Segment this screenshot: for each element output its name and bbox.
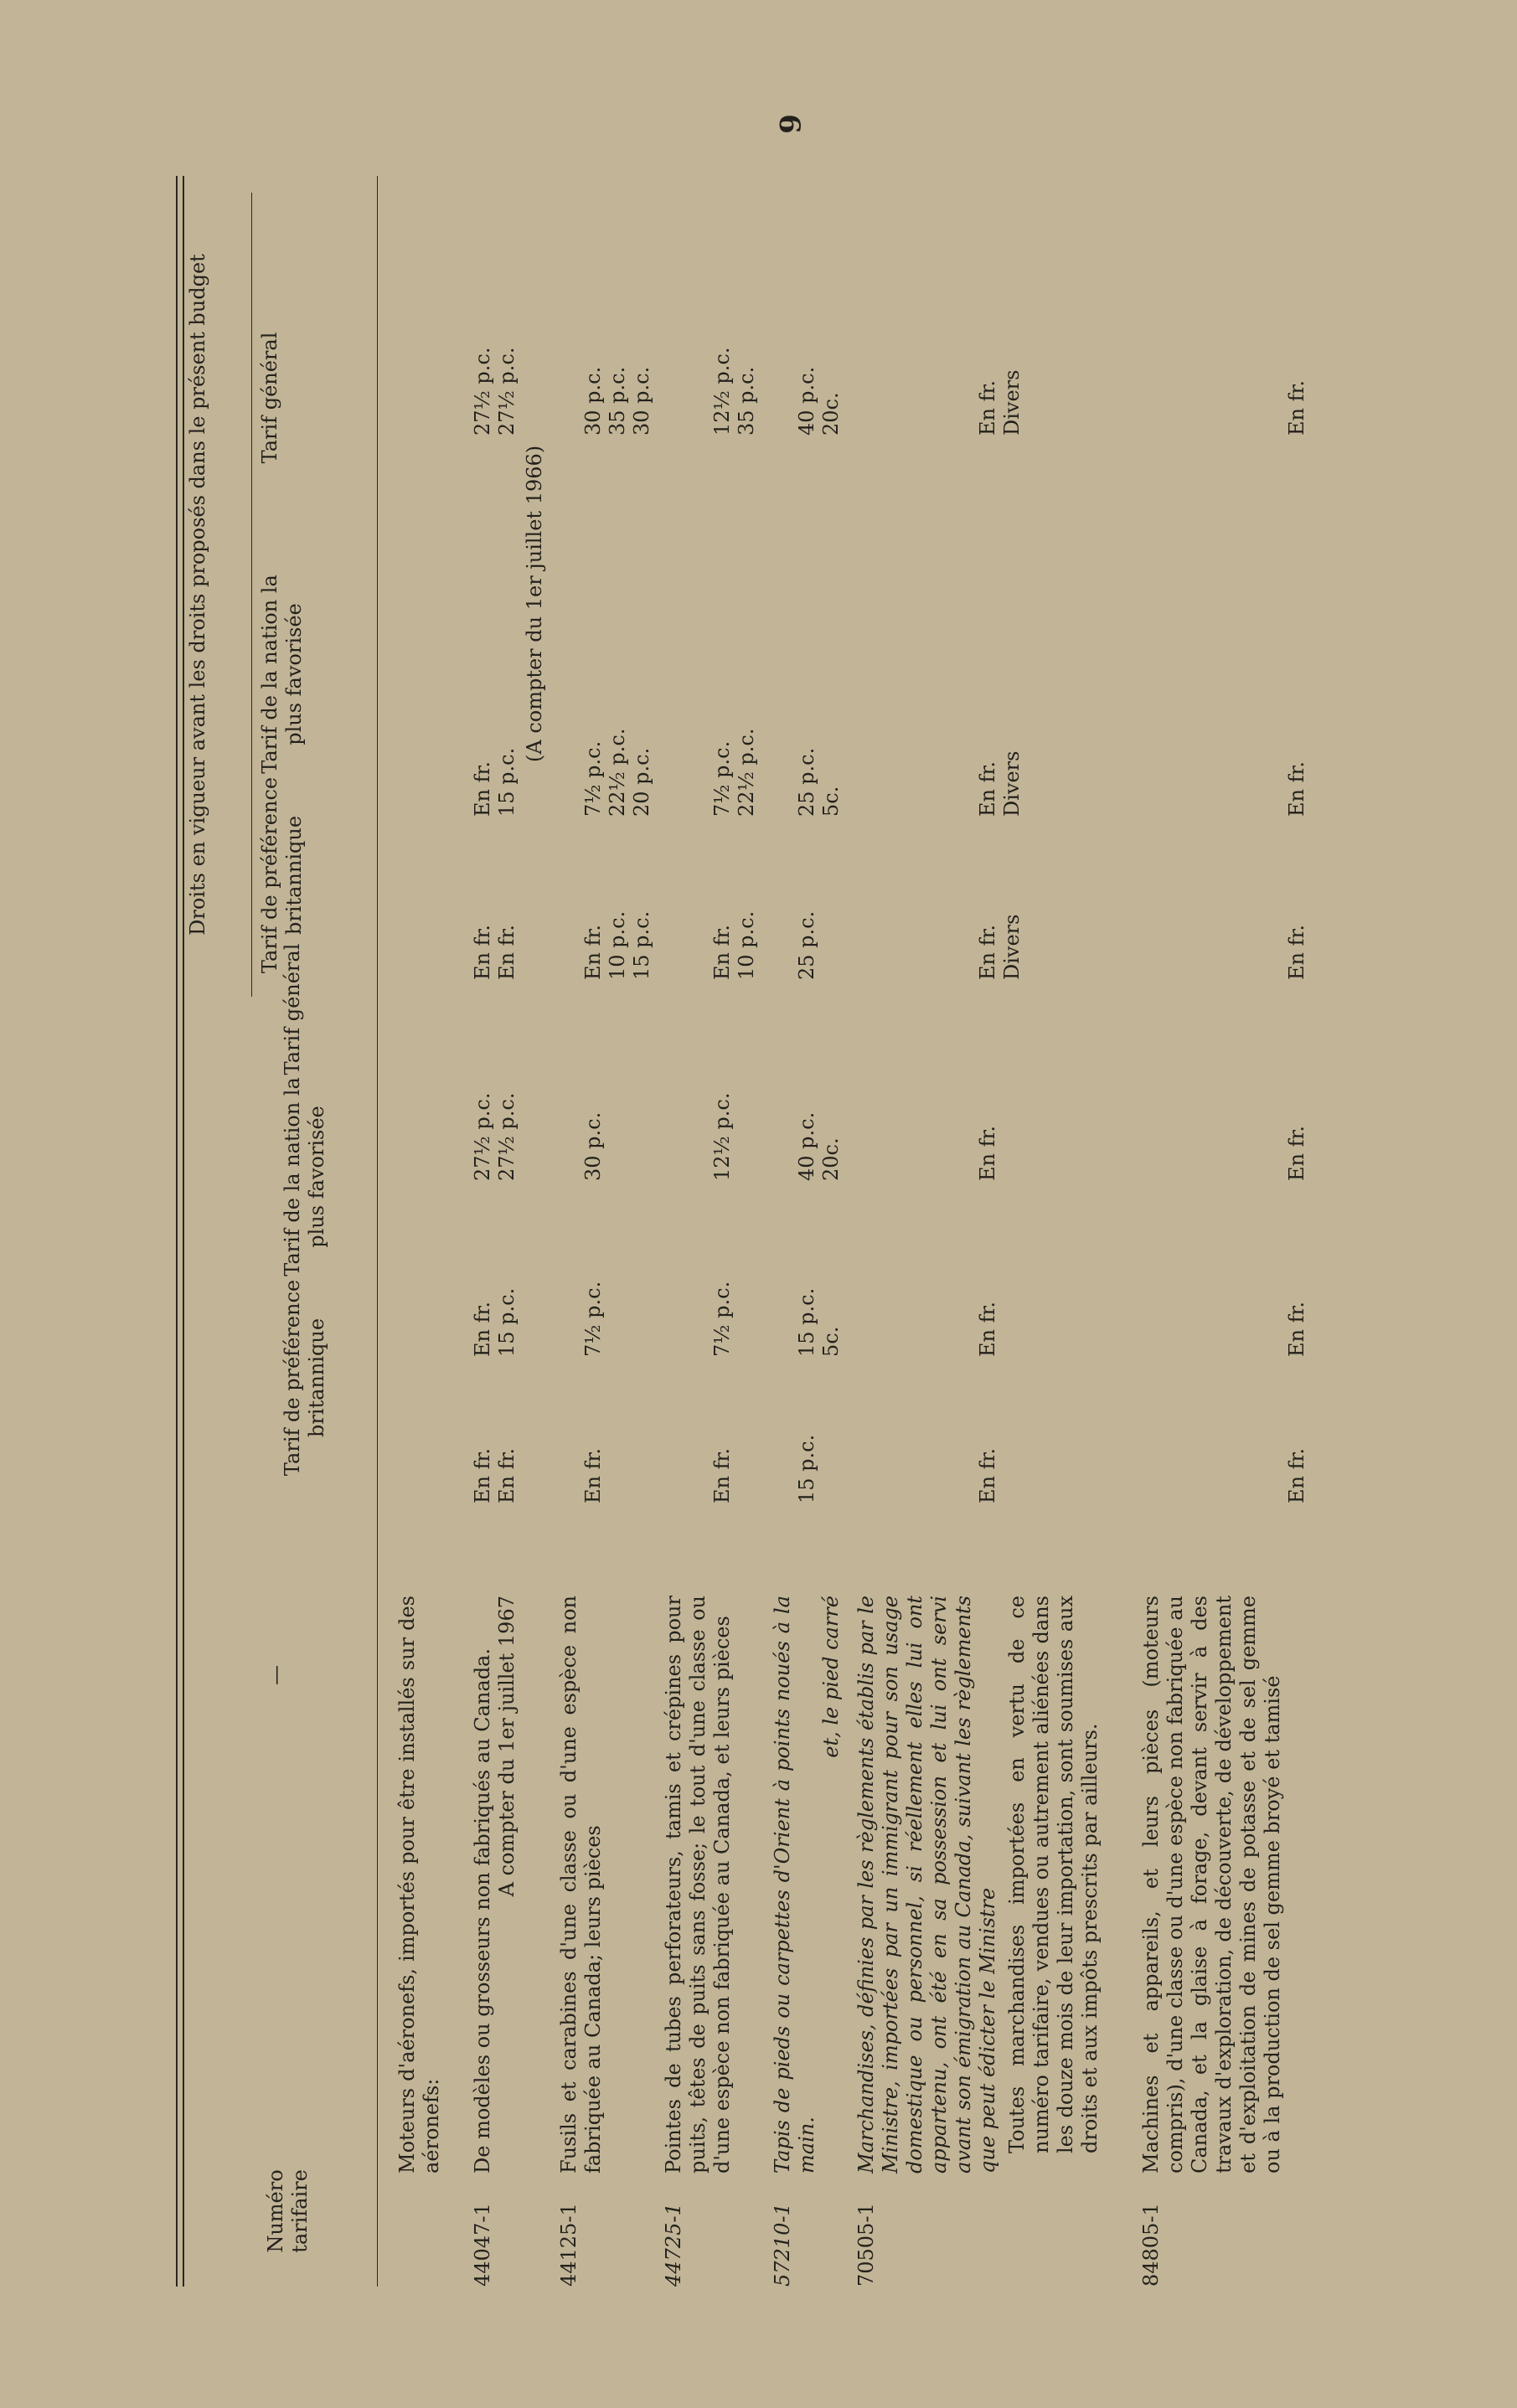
value-cell: En fr. [976, 925, 999, 980]
value-cell: En fr. [1285, 925, 1308, 980]
value-cell: 5c. [819, 1326, 843, 1357]
value-cell: 12½ p.c. [710, 1092, 734, 1181]
value-cell: 10 p.c. [606, 910, 629, 980]
value-cell: 7½ p.c. [710, 1281, 734, 1357]
value-cell: Divers [1000, 914, 1024, 980]
page-number: 6 [771, 114, 806, 134]
value-cell: 30 p.c. [581, 1111, 605, 1181]
value-cell: 27½ p.c. [495, 347, 519, 436]
value-cell: 15 p.c. [795, 1287, 818, 1357]
value-cell: En fr. [1285, 1126, 1308, 1181]
tariff-table [176, 176, 1483, 2287]
row-description: Fusils et carabines d'une classe ou d'une espèce non fabriquée au Canada; leurs pièces [557, 1596, 605, 2173]
row-description [854, 1596, 1102, 2173]
header-col-5: Tarif de la nation la plus favorisée [258, 575, 306, 774]
tariff-number: 44725-1 [662, 2203, 685, 2287]
value-cell: 7½ p.c. [581, 740, 605, 817]
value-cell: En fr. [976, 380, 999, 436]
value-cell: 40 p.c. [795, 366, 818, 436]
value-cell: En fr. [1285, 1302, 1308, 1357]
value-cell: 40 p.c. [795, 1111, 818, 1181]
header-rule [377, 176, 378, 2287]
value-cell: En fr. [976, 1302, 999, 1357]
value-cell: En fr. [471, 925, 494, 980]
value-cell: 35 p.c. [606, 366, 629, 436]
value-cell: En fr. [471, 1448, 494, 1503]
value-cell: 20 p.c. [630, 747, 653, 817]
value-cell: En fr. [976, 1448, 999, 1503]
value-cell: 25 p.c. [795, 910, 818, 980]
value-cell: 22½ p.c. [735, 728, 758, 817]
value-cell: 35 p.c. [735, 366, 758, 436]
value-cell: En fr. [581, 925, 605, 980]
row-desc-text-2: et, le pied carré [819, 1596, 843, 1758]
row-description [771, 1596, 844, 2173]
value-cell: 20c. [819, 1137, 843, 1181]
tariff-number: 57210-1 [771, 2203, 794, 2287]
value-cell: 27½ p.c. [471, 1092, 494, 1181]
header-description: — [264, 1665, 287, 1685]
tariff-number: 44047-1 [471, 2203, 494, 2287]
value-cell: En fr. [1285, 761, 1308, 817]
value-cell: En fr. [581, 1448, 605, 1503]
header-col-6: Tarif général [258, 332, 281, 464]
value-cell: En fr. [495, 1448, 519, 1503]
value-cell: 7½ p.c. [581, 1281, 605, 1357]
value-cell: En fr. [1285, 1448, 1308, 1503]
row-desc-text-2: Toutes marchandises importées en vertu de ce numéro tarifaire, vendues ou autrement aliénées dans les douze mois de leur importation, sont soumises aux droits et aux impôts prescrits par ailleurs. [1005, 1596, 1102, 2153]
row-desc-text-2: A compter du 1er juillet 1967 [495, 1596, 519, 1897]
value-cell: 30 p.c. [630, 366, 653, 436]
value-cell: 15 p.c. [795, 1434, 818, 1503]
header-col-4: Tarif de préférence britannique [258, 776, 306, 974]
header-col-3: Tarif général [281, 943, 304, 1075]
value-cell: 15 p.c. [495, 1287, 519, 1357]
value-cell: En fr. [976, 1126, 999, 1181]
value-cell: 30 p.c. [581, 366, 605, 436]
value-cell: 22½ p.c. [606, 728, 629, 817]
top-rule [176, 176, 178, 2287]
row-desc-text: Tapis de pieds ou carpettes d'Orient à points noués à la main. [771, 1596, 818, 2173]
value-cell: En fr. [710, 1448, 734, 1503]
top-rule-double [183, 176, 184, 2287]
intro-text: Moteurs d'aéronefs, importés pour être installés sur des aéronefs: [395, 1596, 443, 2173]
tariff-number: 84805-1 [1139, 2203, 1163, 2287]
header-col-1: Tarif de préférence britannique [281, 1279, 328, 1477]
value-cell: 7½ p.c. [710, 740, 734, 817]
tariff-number: 70505-1 [854, 2203, 878, 2287]
row-description: Pointes de tubes perforateurs, tamis et crépines pour puits, têtes de puits sans fosse; le tout d'une classe ou d'une espèce non fabriquée au Canada, et leurs pièces [662, 1596, 734, 2173]
header-group-title: Droits en vigueur avant les droits proposés dans le présent budget [186, 254, 209, 936]
date-note: (A compter du 1er juillet 1966) [523, 445, 546, 762]
value-cell: 20c. [819, 392, 843, 436]
row-desc-text: Marchandises, définies par les règlements établis par le Ministre, importées par un immigrant pour son usage domestique ou personnel, si réellement elles lui ont appartenu, ont été en sa possession et lui ont servi avant son émigration au Canada, suivant les règlements que peut édicter le Ministre [854, 1596, 999, 2173]
value-cell: En fr. [495, 925, 519, 980]
row-desc-text: De modèles ou grosseurs non fabriqués au Canada. [471, 1648, 494, 2173]
value-cell: 15 p.c. [495, 747, 519, 817]
value-cell: 27½ p.c. [495, 1092, 519, 1181]
value-cell: En fr. [976, 761, 999, 817]
value-cell: 15 p.c. [630, 910, 653, 980]
value-cell: En fr. [471, 761, 494, 817]
row-description [471, 1596, 519, 2173]
value-cell: En fr. [1285, 380, 1308, 436]
row-description: Machines et appareils, et leurs pièces (moteurs compris), d'une classe ou d'une espèce non fabriquée au Canada, et la glaise à forage, devant servir à des travaux d'exploration, de découverte, de développement et d'exploitation de mines de potasse et de sel gemme ou à la production de sel gemme broyé et tamisé [1139, 1596, 1284, 2173]
value-cell: 25 p.c. [795, 747, 818, 817]
value-cell: 27½ p.c. [471, 347, 494, 436]
value-cell: Divers [1000, 750, 1024, 817]
header-group-rule [251, 193, 252, 997]
value-cell: Divers [1000, 369, 1024, 436]
header-col-2: Tarif de la nation la plus favorisée [281, 1077, 328, 1276]
value-cell: 10 p.c. [735, 910, 758, 980]
value-cell: 12½ p.c. [710, 347, 734, 436]
tariff-number: 44125-1 [557, 2203, 580, 2287]
value-cell: En fr. [471, 1302, 494, 1357]
value-cell: 5c. [819, 786, 843, 817]
header-numero: Numéro tarifaire [264, 2169, 312, 2253]
value-cell: En fr. [710, 925, 734, 980]
